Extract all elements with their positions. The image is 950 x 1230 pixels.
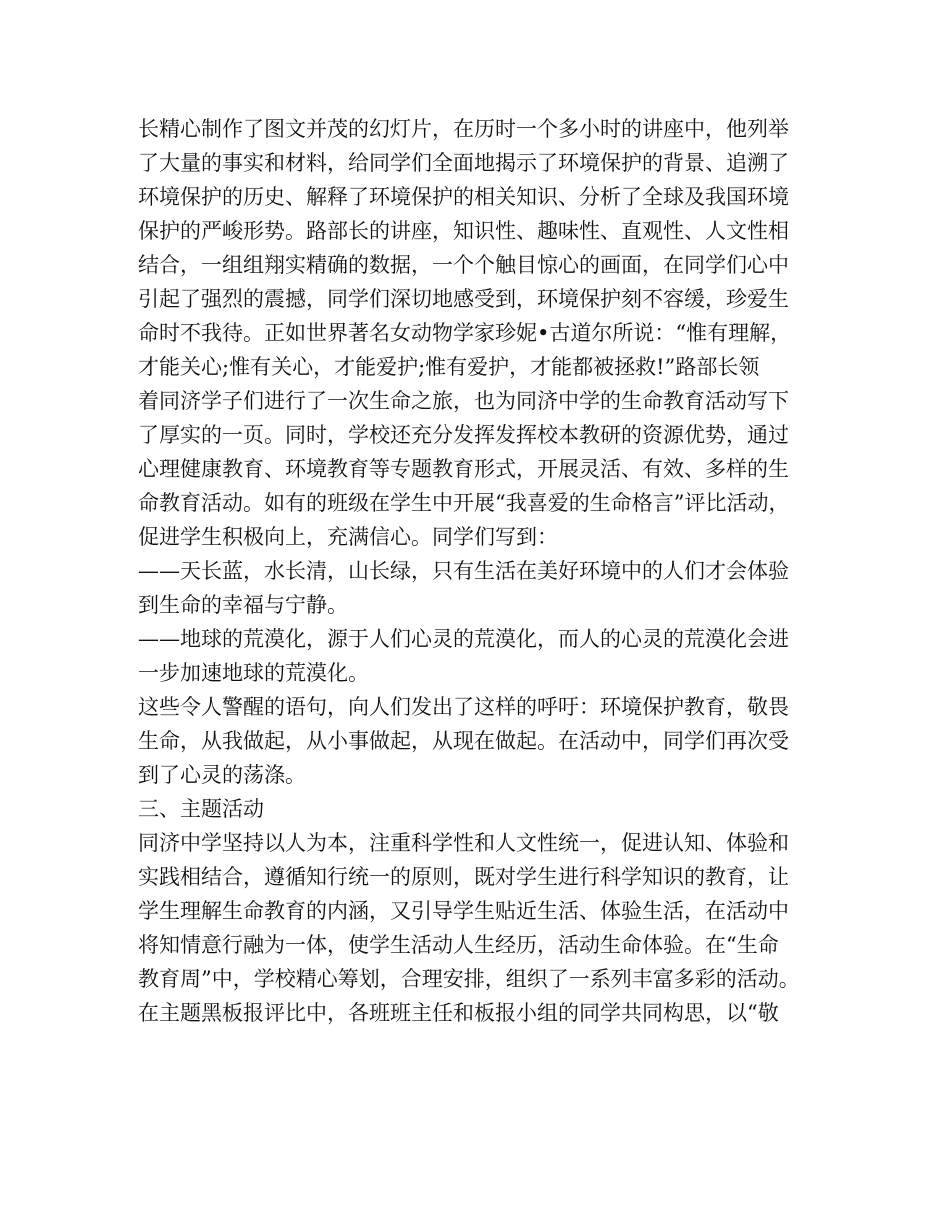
text-line: 学生理解生命教育的内涵，又引导学生贴近生活、体验生活，在活动中 [138,899,789,923]
quote-line: 到生命的幸福与宁静。 [138,593,348,617]
quote-line: 一步加速地球的荒漠化。 [138,661,369,685]
text-line: 保护的严峻形势。路部长的讲座，知识性、趣味性、直观性、人文性相 [138,219,789,243]
text-line: 了大量的事实和材料，给同学们全面地揭示了环境保护的背景、追溯了 [138,151,789,175]
text-line: 教育周”中，学校精心筹划，合理安排，组织了一系列丰富多彩的活动。 [138,967,800,991]
text-line: 将知情意行融为一体，使学生活动人生经历，活动生命体验。在“生命 [138,933,779,957]
text-line: 到了心灵的荡涤。 [138,763,306,787]
text-line: 实践相结合，遵循知行统一的原则，既对学生进行科学知识的教育，让 [138,865,789,889]
text-line: 引起了强烈的震撼，同学们深切地感受到，环境保护刻不容缓，珍爱生 [138,287,789,311]
section-heading: 三、主题活动 [138,797,264,821]
text-line: 在主题黑板报评比中，各班班主任和板报小组的同学共同构思，以“敬 [138,1001,779,1025]
text-line: 命时不我待。正如世界著名女动物学家珍妮•古道尔所说：“惟有理解， [138,321,792,345]
text-line: 了厚实的一页。同时，学校还充分发挥发挥校本教研的资源优势，通过 [138,423,789,447]
text-line: 长精心制作了图文并茂的幻灯片，在历时一个多小时的讲座中，他列举 [138,117,789,141]
text-line: 这些令人警醒的语句，向人们发出了这样的呼吁：环境保护教育，敬畏 [138,695,789,719]
text-line: 促进学生积极向上，充满信心。同学们写到： [138,525,558,549]
text-line: 结合，一组组翔实精确的数据，一个个触目惊心的画面，在同学们心中 [138,253,789,277]
text-line: 环境保护的历史、解释了环境保护的相关知识、分析了全球及我国环境 [138,185,789,209]
text-line: 着同济学子们进行了一次生命之旅，也为同济中学的生命教育活动写下 [138,389,789,413]
text-line: 同济中学坚持以人为本，注重科学性和人文性统一，促进认知、体验和 [138,831,789,855]
text-line: 心理健康教育、环境教育等专题教育形式，开展灵活、有效、多样的生 [138,457,789,481]
quote-line: ——天长蓝，水长清，山长绿，只有生活在美好环境中的人们才会体验 [138,559,789,583]
text-line: 才能关心;惟有关心，才能爱护;惟有爱护，才能都被拯救!”路部长领 [138,355,760,379]
quote-line: ——地球的荒漠化，源于人们心灵的荒漠化，而人的心灵的荒漠化会进 [138,627,789,651]
document-page [138,112,828,1030]
text-line: 命教育活动。如有的班级在学生中开展“我喜爱的生命格言”评比活动， [138,491,790,515]
text-line: 生命，从我做起，从小事做起，从现在做起。在活动中，同学们再次受 [138,729,789,753]
